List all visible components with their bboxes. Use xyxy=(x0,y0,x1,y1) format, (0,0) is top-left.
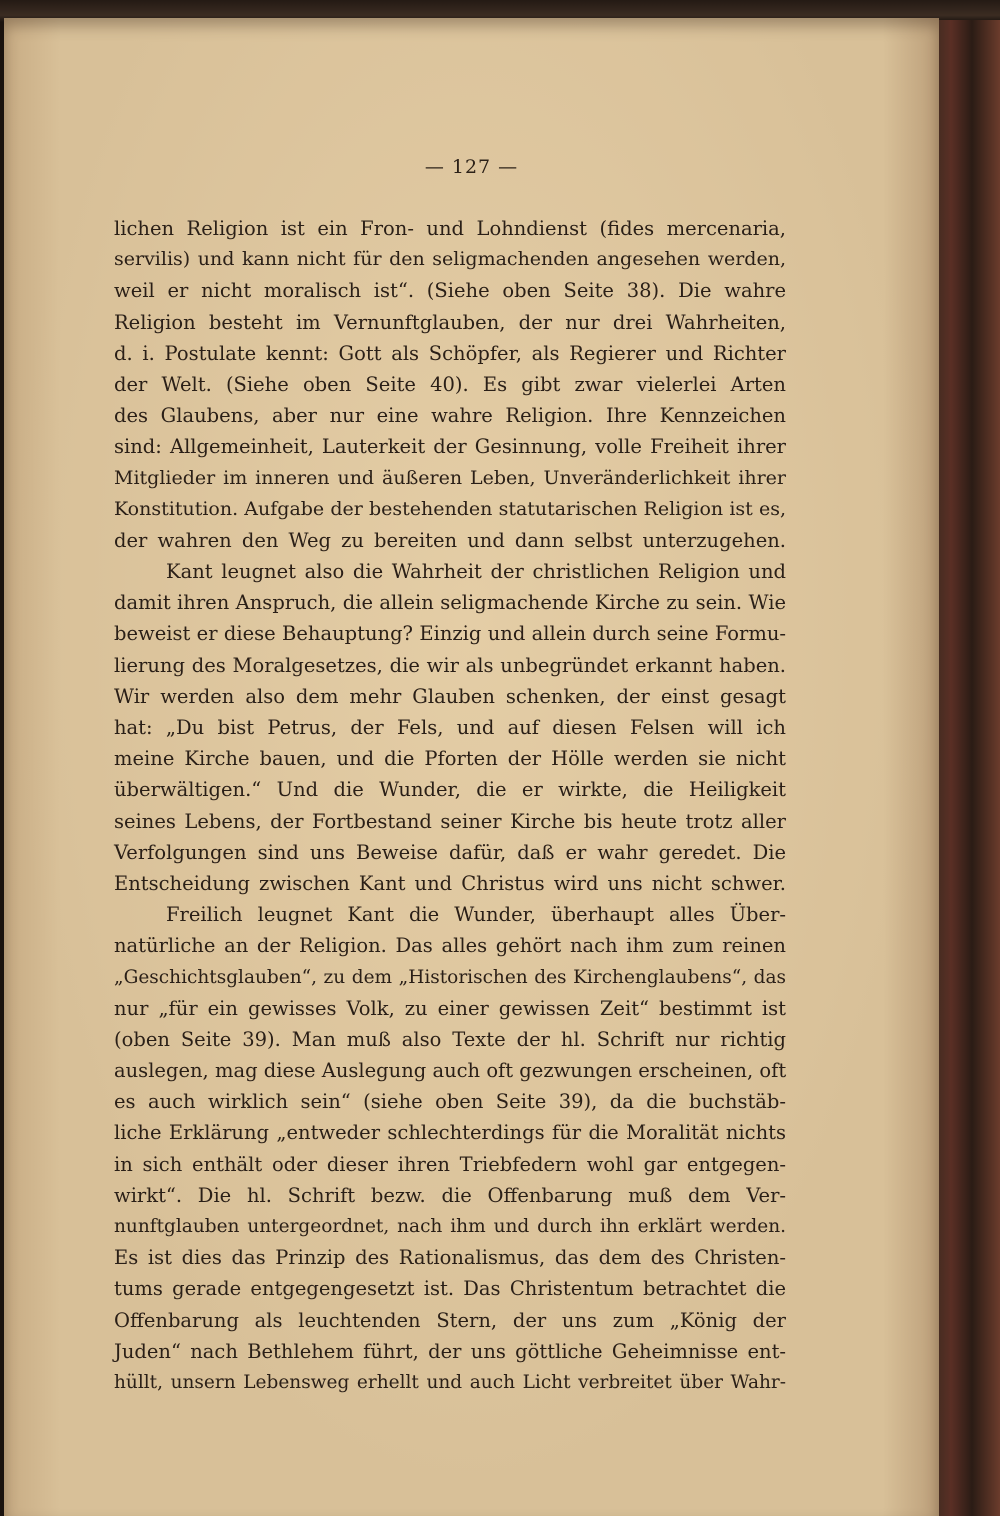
text-line: Es ist dies das Prinzip des Rationalismus, das dem des Christen- xyxy=(114,1246,786,1270)
text-line: in sich enthält oder dieser ihren Triebfedern wohl gar entgegen- xyxy=(114,1152,786,1176)
book-page xyxy=(4,18,939,1516)
text-line: tums gerade entgegengesetzt ist. Das Christentum betrachtet die xyxy=(114,1277,786,1301)
text-line: Freilich leugnet Kant die Wunder, überhaupt alles Über- xyxy=(166,903,786,927)
text-line: Entscheidung zwischen Kant und Christus wird uns nicht schwer. xyxy=(114,871,786,895)
text-line: beweist er diese Behauptung? Einzig und allein durch seine Formu- xyxy=(114,622,786,646)
text-line: servilis) und kann nicht für den seligmachenden angesehen werden, xyxy=(114,248,786,271)
text-line: seines Lebens, der Fortbestand seiner Kirche bis heute trotz aller xyxy=(114,809,786,833)
text-line: nunftglauben untergeordnet, nach ihm und durch ihn erklärt werden. xyxy=(114,1216,786,1237)
text-line: überwältigen.“ Und die Wunder, die er wirkte, die Heiligkeit xyxy=(114,778,786,802)
text-line: lierung des Moralgesetzes, die wir als unbegründet erkannt haben. xyxy=(114,653,786,677)
text-line: sind: Allgemeinheit, Lauterkeit der Gesinnung, volle Freiheit ihrer xyxy=(114,435,786,459)
body-text xyxy=(114,213,786,1398)
text-line: natürliche an der Religion. Das alles gehört nach ihm zum reinen xyxy=(114,934,786,958)
text-line: (oben Seite 39). Man muß also Texte der hl. Schrift nur richtig xyxy=(114,1027,786,1051)
text-line: auslegen, mag diese Auslegung auch oft gezwungen erscheinen, oft xyxy=(114,1059,787,1083)
text-line: des Glaubens, aber nur eine wahre Religion. Ihre Kennzeichen xyxy=(114,404,786,428)
text-line: Verfolgungen sind uns Beweise dafür, daß er wahr geredet. Die xyxy=(114,840,786,864)
text-line: Konstitution. Aufgabe der bestehenden statutarischen Religion ist es, xyxy=(114,497,786,520)
text-line: Mitglieder im inneren und äußeren Leben, Unveränderlichkeit ihrer xyxy=(114,466,786,489)
text-line: hat: „Du bist Petrus, der Fels, und auf diesen Felsen will ich xyxy=(114,716,786,739)
text-line: „Geschichtsglauben“, zu dem „Historischen des Kirchenglaubens“, das xyxy=(114,966,786,988)
text-line: Kant leugnet also die Wahrheit der christlichen Religion und xyxy=(166,560,786,584)
text-line: Wir werden also dem mehr Glauben schenken, der einst gesagt xyxy=(114,684,786,708)
text-line: nur „für ein gewisses Volk, zu einer gewissen Zeit“ bestimmt ist xyxy=(114,996,786,1020)
text-line: meine Kirche bauen, und die Pforten der Hölle werden sie nicht xyxy=(114,747,786,771)
text-line: Offenbarung als leuchtenden Stern, der uns zum „König der xyxy=(114,1308,786,1332)
text-line: d. i. Postulate kennt: Gott als Schöpfer, als Regierer und Richter xyxy=(114,341,786,365)
book-cover-edge xyxy=(930,20,1000,1516)
text-line: weil er nicht moralisch ist“. (Siehe oben Seite 38). Die wahre xyxy=(114,279,786,303)
text-line: der wahren den Weg zu bereiten und dann selbst unterzugehen. xyxy=(114,528,786,552)
text-line: Juden“ nach Bethlehem führt, der uns göttliche Geheimnisse ent- xyxy=(114,1339,786,1363)
text-line: es auch wirklich sein“ (siehe oben Seite 39), da die buchstäb- xyxy=(114,1090,786,1114)
page-number: — 127 — xyxy=(424,156,519,178)
text-line: damit ihren Anspruch, die allein seligmachende Kirche zu sein. Wie xyxy=(114,591,786,615)
text-line: der Welt. (Siehe oben Seite 40). Es gibt zwar vielerlei Arten xyxy=(114,372,786,396)
text-line: liche Erklärung „entweder schlechterdings für die Moralität nichts xyxy=(114,1121,786,1145)
text-line: wirkt“. Die hl. Schrift bezw. die Offenbarung muß dem Ver- xyxy=(114,1183,786,1207)
text-line: Religion besteht im Vernunftglauben, der nur drei Wahrheiten, xyxy=(114,310,786,334)
text-line: lichen Religion ist ein Fron- und Lohndienst (fides mercenaria, xyxy=(114,217,786,240)
text-line: hüllt, unsern Lebensweg erhellt und auch Licht verbreitet über Wahr- xyxy=(114,1371,786,1393)
